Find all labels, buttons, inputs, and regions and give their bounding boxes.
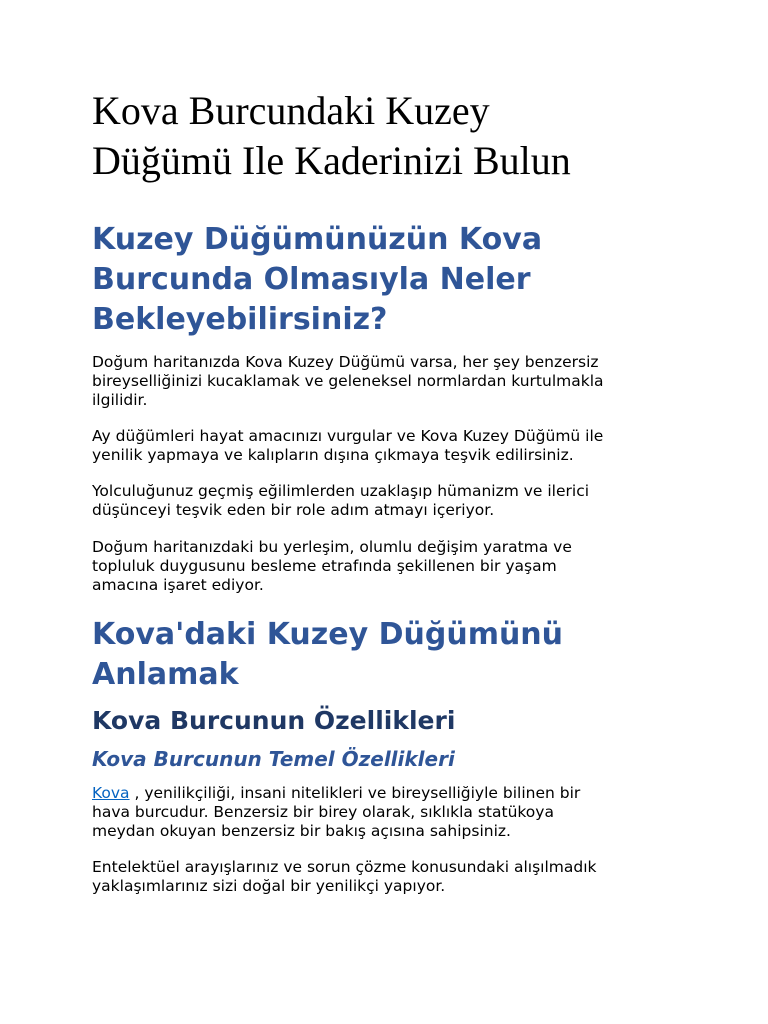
paragraph: Entelektüel arayışlarınız ve sorun çözme konusundaki alışılmadık yaklaşımlarınız sizi doğal bir yenilikçi yapıyor. xyxy=(92,858,597,895)
heading-line: Kova'daki Kuzey Düğümünü xyxy=(92,617,564,652)
paragraph: Ay düğümleri hayat amacınızı vurgular ve Kova Kuzey Düğümü ile yenilik yapmaya ve kalıpların dışına çıkmaya teşvik edilirsiniz. xyxy=(92,427,604,464)
heading-line: Anlamak xyxy=(92,657,239,692)
document-title xyxy=(92,86,692,186)
kova-link[interactable]: Kova xyxy=(92,784,130,802)
heading-line: Kuzey Düğümünüzün Kova xyxy=(92,222,543,257)
subsubheading-core-traits: Kova Burcunun Temel Özellikleri xyxy=(92,747,455,771)
heading-line: Burcunda Olmasıyla Neler xyxy=(92,262,531,297)
title-line: Kova Burcundaki Kuzey xyxy=(92,88,490,133)
heading-line: Bekleyebilirsiniz? xyxy=(92,302,388,337)
paragraph: Kova , yenilikçiliği, insani nitelikleri ve bireyselliğiyle bilinen bir hava burcudur. Benzersiz bir birey olarak, sıklıkla statükoya meydan okuyan benzersiz bir bakış açısına sahipsiniz. xyxy=(92,784,581,840)
paragraph: Doğum haritanızdaki bu yerleşim, olumlu değişim yaratma ve topluluk duygusunu besleme etrafında şekillenen bir yaşam amacına işaret ediyor. xyxy=(92,538,572,594)
paragraph: Yolculuğunuz geçmiş eğilimlerden uzaklaşıp hümanizm ve ilerici düşünceyi teşvik eden bir role adım atmayı içeriyor. xyxy=(92,482,590,519)
subheading-aquarius-traits: Kova Burcunun Özellikleri xyxy=(92,706,456,735)
section-heading-understanding xyxy=(92,615,692,695)
paragraph: Doğum haritanızda Kova Kuzey Düğümü varsa, her şey benzersiz bireyselliğinizi kucaklamak ve geleneksel normlardan kurtulmakla ilgilidir. xyxy=(92,353,604,409)
section-heading-expectations xyxy=(92,220,692,340)
title-line: Düğümü Ile Kaderinizi Bulun xyxy=(92,138,571,183)
